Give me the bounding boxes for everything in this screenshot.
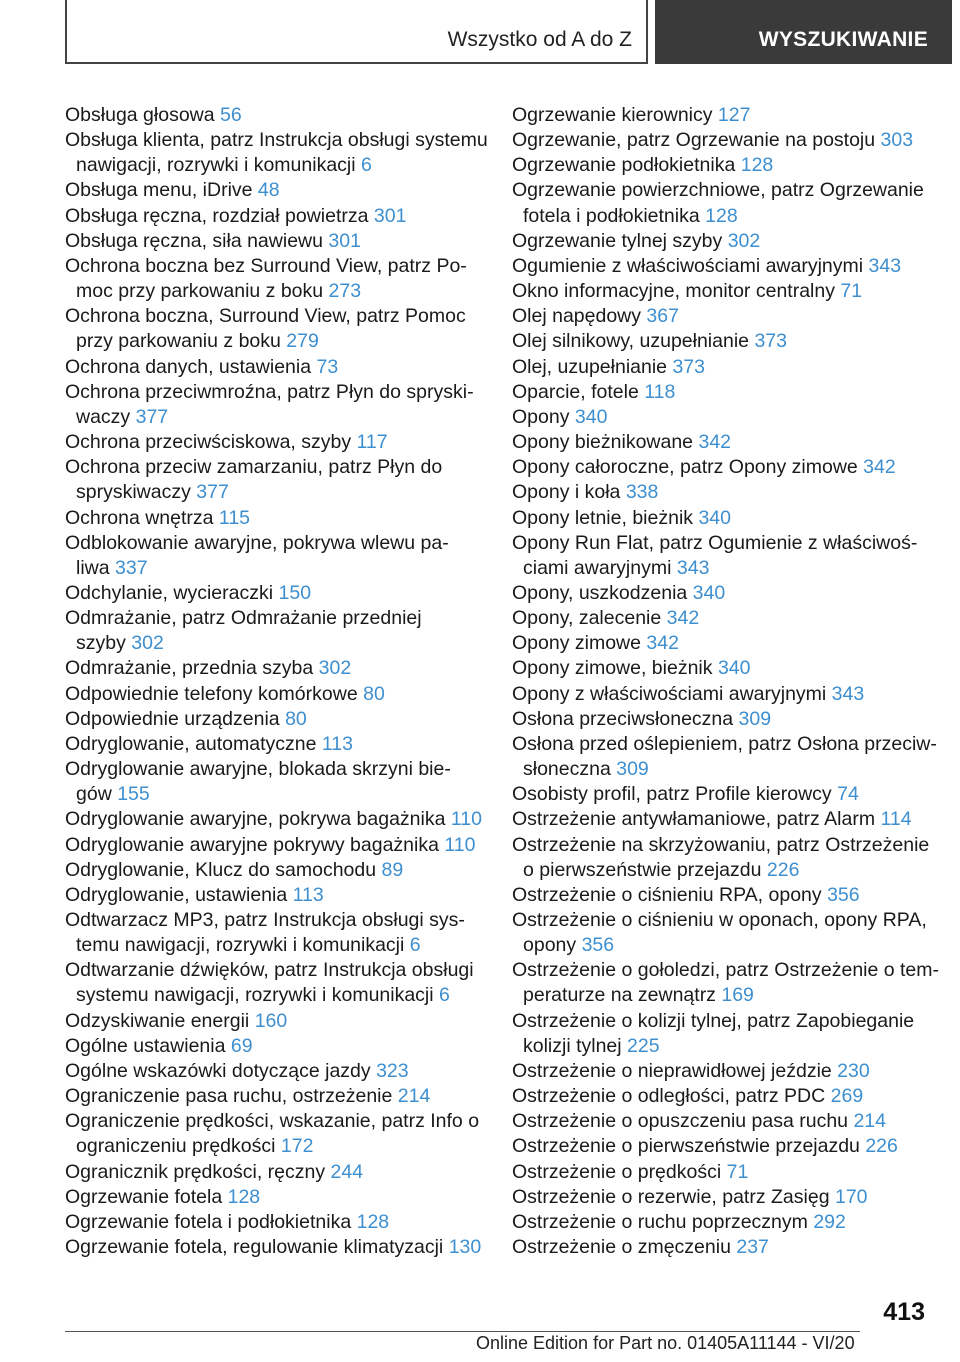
index-entry-text: Ostrzeżenie o nieprawidłowej jeździe	[512, 1059, 832, 1082]
index-entry-line	[65, 304, 485, 329]
index-entry-line	[65, 178, 485, 203]
index-entry-text: Ostrzeżenie o rezerwie, patrz Zasięg	[512, 1185, 830, 1208]
page-reference-link[interactable]: 150	[278, 581, 312, 604]
index-entry-text: temu nawigacji, rozrywki i komunikacji	[76, 934, 405, 957]
page-reference-link[interactable]: 114	[880, 808, 912, 831]
page-reference-link[interactable]: 356	[827, 883, 860, 906]
index-entry-text: Odzyskiwanie energii	[65, 1009, 250, 1032]
index-entry-text: słoneczna	[523, 758, 611, 781]
index-entry-text: Ogrzewanie fotela i podłokietnika	[65, 1210, 352, 1233]
index-entry-text: fotela i podłokietnika	[523, 204, 700, 227]
index-entry-text: Opony z właściwościami awaryjnymi	[512, 682, 827, 705]
page-reference-link[interactable]: 356	[581, 934, 615, 957]
index-entry-text: systemu nawigacji, rozrywki i komunikacji	[76, 984, 434, 1007]
index-entry-text: opony	[523, 934, 577, 957]
index-entry-text: Obsługa menu, iDrive	[65, 179, 253, 202]
index-entry-line	[65, 1109, 485, 1134]
index-entry-text: Odryglowanie awaryjne, pokrywa bagażnika	[65, 808, 446, 831]
page-reference-link[interactable]: 117	[356, 431, 388, 454]
index-entry-text: Odpowiednie telefony komórkowe	[65, 682, 358, 705]
index-entry-line	[65, 1034, 485, 1059]
index-entry-text: Ostrzeżenie o gołoledzi, patrz Ostrzeżenie o tem-	[512, 959, 940, 982]
index-entry-text: Obsługa klienta, patrz Instrukcja obsługi systemu	[65, 129, 488, 152]
index-entry-line	[512, 707, 942, 732]
index-entry-line	[65, 1210, 485, 1235]
index-entry-line	[65, 128, 488, 153]
index-entry-text: gów	[76, 783, 112, 806]
index-entry-line	[512, 883, 942, 908]
index-column-left	[65, 103, 488, 1260]
index-entry-text: Ochrona boczna bez Surround View, patrz Po-	[65, 254, 467, 277]
index-entry-line	[65, 506, 485, 531]
footer-divider	[65, 1331, 860, 1332]
index-entry-line	[65, 631, 485, 656]
index-entry-line	[65, 732, 485, 757]
index-entry-text: Ogrzewanie kierownicy	[512, 104, 713, 126]
index-entry-text: Opony Run Flat, patrz Ogumienie z właściwoś-	[512, 531, 918, 554]
index-entry-text: Opony, zalecenie	[512, 607, 662, 630]
index-entry-line	[65, 254, 485, 279]
page-reference-link[interactable]: 343	[676, 556, 710, 579]
index-entry-text: Okno informacyjne, monitor centralny	[512, 280, 835, 303]
page-reference-link[interactable]: 73	[316, 355, 339, 378]
index-entry-line	[512, 807, 942, 832]
index-entry-line	[65, 531, 485, 556]
index-column-right	[512, 103, 942, 1260]
page-reference-link[interactable]: 71	[840, 280, 863, 303]
index-entry-line	[512, 908, 942, 933]
index-entry-text: Ochrona przeciwściskowa, szyby	[65, 431, 352, 454]
page-reference-link[interactable]: 340	[574, 405, 608, 428]
index-entry-text: Ostrzeżenie o ruchu poprzecznym	[512, 1210, 808, 1233]
index-entry-text: Ochrona boczna, Surround View, patrz Pomoc	[65, 305, 466, 328]
index-entry-text: Obsługa głosowa	[65, 104, 215, 126]
index-entry-text: Odblokowanie awaryjne, pokrywa wlewu pa-	[65, 531, 449, 554]
page-reference-link[interactable]: 367	[646, 305, 679, 328]
index-entry-line	[65, 1185, 485, 1210]
header-tab-label: WYSZUKIWANIE	[758, 28, 928, 51]
index-entry-line	[512, 656, 942, 681]
index-entry-line	[512, 229, 942, 254]
index-entry-text: Ostrzeżenie o pierwszeństwie przejazdu	[512, 1135, 860, 1158]
page-reference-link[interactable]: 214	[397, 1085, 431, 1108]
page-reference-link[interactable]: 342	[646, 632, 679, 655]
page-reference-link[interactable]: 128	[227, 1185, 261, 1208]
index-entry-text: Odmrażanie, przednia szyba	[65, 657, 314, 680]
index-entry-text: Odryglowanie awaryjne pokrywy bagażnika	[65, 833, 439, 856]
index-entry-line	[65, 1059, 485, 1084]
index-entry-line	[512, 1009, 942, 1034]
index-entry-line	[65, 908, 485, 933]
index-entry-line	[512, 556, 942, 581]
header-section-box	[65, 0, 648, 64]
page-reference-link[interactable]: 118	[644, 380, 676, 403]
page-reference-link[interactable]: 169	[721, 984, 754, 1007]
index-entry-text: Obsługa ręczna, rozdział powietrza	[65, 204, 369, 227]
page-reference-link[interactable]: 127	[717, 104, 751, 126]
index-entry-text: Ogranicznik prędkości, ręczny	[65, 1160, 326, 1183]
page-reference-link[interactable]: 89	[381, 858, 404, 881]
page-reference-link[interactable]: 128	[740, 154, 774, 177]
page-reference-link[interactable]: 373	[754, 330, 787, 353]
index-entry-line	[65, 556, 485, 581]
page-reference-link[interactable]: 110	[450, 808, 482, 831]
page-reference-link[interactable]: 128	[705, 204, 738, 227]
page-reference-link[interactable]: 309	[616, 758, 649, 781]
index-entry-line	[65, 455, 485, 480]
index-entry-line	[512, 581, 942, 606]
index-entry-text: Ostrzeżenie o opuszczeniu pasa ruchu	[512, 1110, 849, 1133]
page-reference-link[interactable]: 292	[813, 1210, 846, 1233]
page-reference-link[interactable]: 340	[692, 581, 726, 604]
index-entry-line	[512, 858, 942, 883]
index-entry-line	[65, 933, 485, 958]
index-entry-line	[512, 329, 942, 354]
index-entry-line	[65, 1160, 485, 1185]
index-entry-text: Opony, uszkodzenia	[512, 581, 688, 604]
page-reference-link[interactable]: 373	[672, 355, 705, 378]
index-entry-text: Opony zimowe	[512, 632, 641, 655]
page-reference-link[interactable]: 342	[666, 607, 700, 630]
index-entry-line	[512, 833, 942, 858]
page-reference-link[interactable]: 115	[218, 506, 251, 529]
index-entry-line	[512, 983, 942, 1008]
page-reference-link[interactable]: 80	[363, 682, 385, 705]
page-reference-link[interactable]: 303	[880, 129, 914, 152]
index-entry-line	[65, 682, 485, 707]
index-entry-text: przy parkowaniu z boku	[76, 330, 281, 353]
index-entry-line	[65, 581, 485, 606]
index-entry-line	[65, 883, 485, 908]
index-entry-line	[512, 1109, 942, 1134]
index-entry-text: Oparcie, fotele	[512, 380, 639, 403]
index-entry-line	[512, 933, 942, 958]
index-entry-line	[512, 455, 942, 480]
index-entry-text: Opony i koła	[512, 481, 621, 504]
index-entry-line	[65, 1009, 485, 1034]
index-entry-line	[512, 304, 942, 329]
page-reference-link[interactable]: 48	[257, 179, 280, 202]
index-entry-line	[65, 707, 485, 732]
index-entry-text: Ostrzeżenie o ciśnieniu RPA, opony	[512, 883, 822, 906]
index-entry-text: kolizji tylnej	[523, 1034, 622, 1057]
index-entry-line	[512, 1185, 942, 1210]
index-entry-line	[65, 380, 485, 405]
page-reference-link[interactable]: 226	[865, 1135, 898, 1158]
index-entry-text: Ogólne wskazówki dotyczące jazdy	[65, 1059, 371, 1082]
index-entry-text: Ostrzeżenie o ciśnieniu w oponach, opony RPA,	[512, 909, 927, 931]
index-entry-text: Opony letnie, bieżnik	[512, 506, 694, 529]
page-reference-link[interactable]: 225	[627, 1034, 660, 1057]
index-entry-line	[65, 757, 485, 782]
index-entry-line	[512, 782, 942, 807]
index-entry-line	[65, 103, 485, 128]
index-entry-text: Ogrzewanie fotela, regulowanie klimatyzacji	[65, 1236, 444, 1259]
index-entry-line	[512, 1235, 942, 1260]
index-entry-line	[512, 631, 942, 656]
index-entry-text: szyby	[76, 632, 126, 655]
page-reference-link[interactable]: 80	[285, 707, 307, 730]
index-entry-line	[65, 606, 485, 631]
index-entry-line	[512, 380, 942, 405]
index-entry-line	[65, 807, 485, 832]
index-entry-line	[512, 204, 942, 229]
index-entry-line	[65, 983, 485, 1008]
page-reference-link[interactable]: 343	[868, 254, 902, 277]
page-reference-link[interactable]: 343	[831, 682, 865, 705]
index-entry-line	[65, 958, 485, 983]
index-entry-text: Odryglowanie, ustawienia	[65, 883, 288, 906]
index-entry-text: Osobisty profil, patrz Profile kierowcy	[512, 783, 832, 806]
page-reference-link[interactable]: 170	[834, 1185, 868, 1208]
page-reference-link[interactable]: 237	[736, 1236, 769, 1259]
index-entry-text: Ochrona przeciw zamarzaniu, patrz Płyn do	[65, 456, 443, 479]
index-entry-line	[512, 606, 942, 631]
index-entry-line	[512, 178, 942, 203]
page-reference-link[interactable]: 337	[115, 556, 148, 579]
index-entry-text: Ogrzewanie fotela	[65, 1185, 223, 1208]
index-entry-text: Ostrzeżenie antywłamaniowe, patrz Alarm	[512, 808, 876, 831]
index-entry-line	[512, 732, 942, 757]
index-entry-line	[65, 204, 485, 229]
page-reference-link[interactable]: 279	[286, 330, 319, 353]
index-entry-text: Ogólne ustawienia	[65, 1034, 226, 1057]
index-entry-line	[65, 480, 485, 505]
page-reference-link[interactable]: 69	[230, 1034, 253, 1057]
index-entry-text: Odryglowanie awaryjne, blokada skrzyni bie-	[65, 758, 451, 781]
page-reference-link[interactable]: 377	[196, 481, 229, 504]
index-entry-line	[512, 103, 942, 128]
index-entry-text: Odmrażanie, patrz Odmrażanie przedniej	[65, 607, 422, 630]
index-entry-text: liwa	[76, 556, 110, 579]
page-reference-link[interactable]: 214	[853, 1110, 886, 1133]
index-entry-line	[512, 958, 942, 983]
index-entry-line	[65, 329, 485, 354]
index-entry-text: nawigacji, rozrywki i komunikacji	[76, 154, 356, 177]
index-entry-text: Odpowiednie urządzenia	[65, 707, 280, 730]
page-reference-link[interactable]: 301	[328, 229, 361, 252]
index-entry-text: Osłona przeciwsłoneczna	[512, 707, 734, 730]
index-entry-text: Opony bieżnikowane	[512, 431, 694, 454]
page-reference-link[interactable]: 273	[328, 280, 362, 303]
index-entry-text: Ostrzeżenie o kolizji tylnej, patrz Zapobieganie	[512, 1009, 915, 1032]
index-entry-text: Odtwarzanie dźwięków, patrz Instrukcja obsługi	[65, 959, 474, 982]
index-entry-line	[512, 128, 942, 153]
index-entry-text: Ostrzeżenie o odległości, patrz PDC	[512, 1085, 826, 1108]
page-reference-link[interactable]: 56	[220, 104, 242, 126]
page-reference-link[interactable]: 74	[837, 783, 859, 806]
index-entry-text: Osłona przed oślepieniem, patrz Osłona przeciw-	[512, 732, 937, 755]
page-reference-link[interactable]: 130	[448, 1236, 482, 1259]
index-entry-line	[65, 782, 485, 807]
index-entry-line	[512, 531, 942, 556]
page-reference-link[interactable]: 338	[625, 481, 659, 504]
index-entry-text: Ochrona danych, ustawienia	[65, 355, 312, 378]
page-reference-link[interactable]: 340	[698, 506, 731, 529]
index-entry-line	[512, 153, 942, 178]
index-entry-text: Obsługa ręczna, siła nawiewu	[65, 229, 323, 252]
index-entry-text: Odryglowanie, automatyczne	[65, 732, 317, 755]
index-entry-line	[65, 355, 485, 380]
index-entry-line	[512, 405, 942, 430]
index-entry-text: Odchylanie, wycieraczki	[65, 581, 274, 604]
index-entry-line	[512, 254, 942, 279]
page-reference-link[interactable]: 342	[863, 456, 896, 479]
page-reference-link[interactable]: 309	[738, 707, 772, 730]
header-section-title: Wszystko od A do Z	[447, 28, 632, 51]
index-entry-line	[512, 1134, 942, 1159]
index-entry-text: Ochrona przeciwmroźna, patrz Płyn do spryski-	[65, 380, 474, 403]
index-entry-line	[65, 1134, 485, 1159]
index-entry-text: Ostrzeżenie o zmęczeniu	[512, 1236, 731, 1259]
footer-text: Online Edition for Part no. 01405A11144 - VI/20	[476, 1333, 855, 1353]
index-entry-text: Opony zimowe, bieżnik	[512, 657, 713, 680]
index-entry-text: o pierwszeństwie przejazdu	[523, 858, 762, 881]
index-entry-text: Olej napędowy	[512, 305, 641, 328]
index-entry-text: Ogumienie z właściwościami awaryjnymi	[512, 254, 864, 277]
page-reference-link[interactable]: 155	[117, 783, 150, 806]
page-reference-link[interactable]: 6	[361, 154, 372, 177]
page-reference-link[interactable]: 110	[444, 833, 476, 856]
page-reference-link[interactable]: 302	[318, 657, 352, 680]
page-number: 413	[883, 1298, 925, 1326]
index-entry-text: ciami awaryjnymi	[523, 556, 672, 579]
page-reference-link[interactable]: 160	[254, 1009, 288, 1032]
index-entry-text: ograniczeniu prędkości	[76, 1135, 276, 1158]
page-reference-link[interactable]: 302	[727, 229, 761, 252]
index-entry-text: moc przy parkowaniu z boku	[76, 280, 324, 303]
page-reference-link[interactable]: 226	[766, 858, 800, 881]
index-entry-line	[65, 656, 485, 681]
index-entry-line	[512, 1059, 942, 1084]
index-entry-text: Ostrzeżenie o prędkości	[512, 1160, 722, 1183]
index-entry-text: Ogrzewanie podłokietnika	[512, 154, 736, 177]
index-entry-text: Opony	[512, 405, 570, 428]
index-entry-text: Opony całoroczne, patrz Opony zimowe	[512, 456, 858, 479]
index-entry-text: waczy	[76, 405, 131, 428]
page-reference-link[interactable]: 71	[726, 1160, 749, 1183]
index-entry-line	[65, 833, 485, 858]
index-entry-line	[512, 355, 942, 380]
page-reference-link[interactable]: 377	[135, 405, 169, 428]
header-tab[interactable]	[655, 0, 952, 64]
index-entry-text: Ostrzeżenie na skrzyżowaniu, patrz Ostrzeżenie	[512, 833, 930, 856]
index-entry-text: Ogrzewanie, patrz Ogrzewanie na postoju	[512, 129, 876, 152]
index-entry-text: Ogrzewanie powierzchniowe, patrz Ogrzewanie	[512, 179, 924, 202]
index-entry-text: Olej silnikowy, uzupełnianie	[512, 330, 750, 353]
page-reference-link[interactable]: 113	[292, 883, 324, 906]
index-entry-text: Odryglowanie, Klucz do samochodu	[65, 858, 377, 881]
page-reference-link[interactable]: 172	[280, 1135, 314, 1158]
index-entry-line	[512, 506, 942, 531]
index-entry-text: Ogrzewanie tylnej szyby	[512, 229, 723, 252]
index-entry-text: Olej, uzupełnianie	[512, 355, 668, 378]
index-entry-line	[65, 1084, 485, 1109]
page-reference-link[interactable]: 302	[131, 632, 164, 655]
index-entry-line	[512, 430, 942, 455]
index-entry-line	[512, 480, 942, 505]
page-reference-link[interactable]: 340	[717, 657, 751, 680]
page-reference-link[interactable]: 113	[321, 732, 353, 755]
index-entry-text: Ograniczenie pasa ruchu, ostrzeżenie	[65, 1085, 393, 1108]
index-entry-line	[512, 757, 942, 782]
page-reference-link[interactable]: 6	[439, 984, 450, 1007]
page-reference-link[interactable]: 323	[376, 1059, 409, 1082]
index-entry-text: peraturze na zewnątrz	[523, 984, 716, 1007]
index-entry-line	[512, 1160, 942, 1185]
index-entry-text: Odtwarzacz MP3, patrz Instrukcja obsługi sys-	[65, 909, 465, 931]
page-reference-link[interactable]: 6	[409, 934, 421, 957]
index-entry-text: Ograniczenie prędkości, wskazanie, patrz Info o	[65, 1110, 480, 1133]
page-reference-link[interactable]: 128	[356, 1210, 390, 1233]
index-entry-text: spryskiwaczy	[76, 481, 191, 504]
index-entry-line	[65, 1235, 485, 1260]
page-reference-link[interactable]: 301	[373, 204, 407, 227]
index-entry-line	[65, 279, 485, 304]
page-reference-link[interactable]: 230	[837, 1059, 870, 1082]
index-entry-line	[65, 229, 485, 254]
page-reference-link[interactable]: 342	[698, 431, 732, 454]
page-reference-link[interactable]: 244	[330, 1160, 364, 1183]
index-entry-line	[512, 1034, 942, 1059]
index-entry-text: Ochrona wnętrza	[65, 506, 214, 529]
index-entry-line	[65, 430, 485, 455]
index-entry-line	[512, 1210, 942, 1235]
index-entry-line	[512, 1084, 942, 1109]
index-entry-line	[512, 682, 942, 707]
index-entry-line	[65, 153, 485, 178]
index-entry-line	[512, 279, 942, 304]
index-entry-line	[65, 405, 485, 430]
index-entry-line	[65, 858, 485, 883]
page-reference-link[interactable]: 269	[830, 1085, 864, 1108]
